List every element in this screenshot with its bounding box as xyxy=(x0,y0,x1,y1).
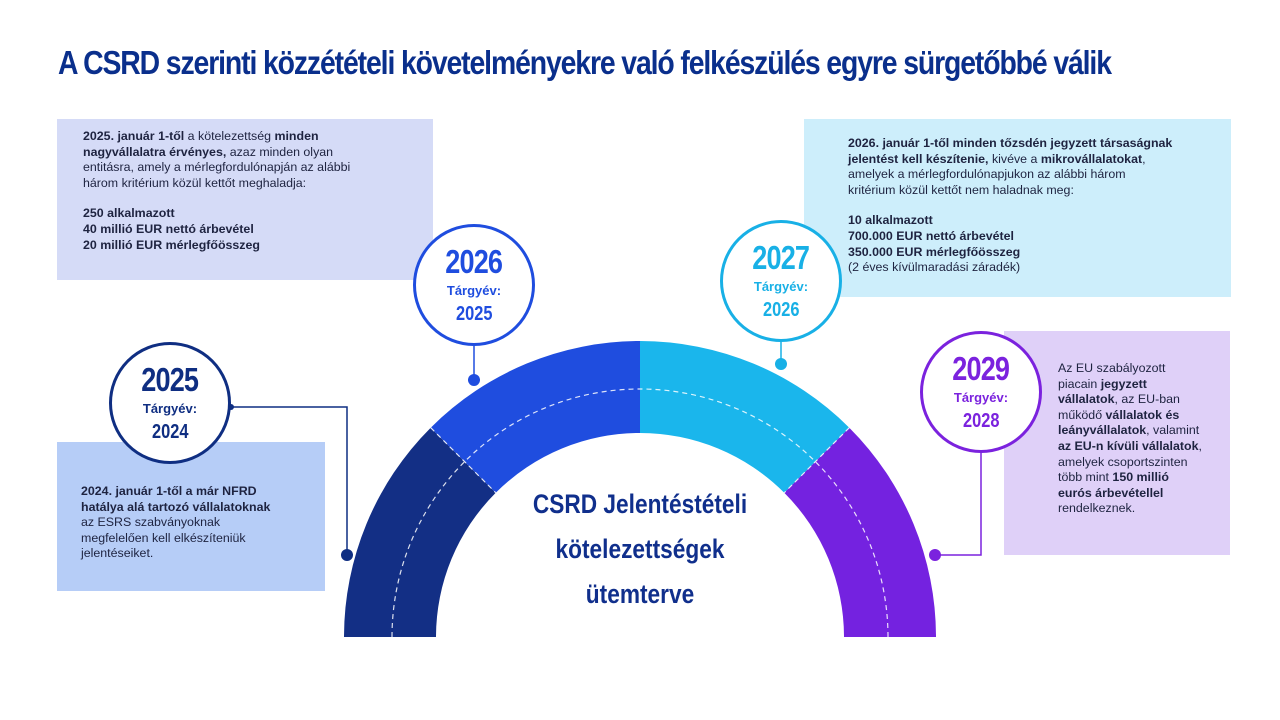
text-bold: eurós árbevétellel xyxy=(1058,485,1164,500)
text: a kötelezettség xyxy=(184,129,275,143)
criterion: 350.000 EUR mérlegfőösszeg xyxy=(848,244,1021,259)
milestone-circle-2027 xyxy=(720,220,842,342)
info-box-2024 xyxy=(57,442,325,591)
arch-title-line: ütemterve xyxy=(585,579,695,609)
text: jelentéseiket. xyxy=(81,546,154,561)
criterion: 250 alkalmazott xyxy=(83,206,175,221)
text-bold: az EU-n kívüli vállalatok xyxy=(1058,438,1199,453)
milestone-label: Tárgyév: xyxy=(142,400,198,416)
text: kivéve a xyxy=(988,151,1041,166)
text: az ESRS szabványoknak xyxy=(81,515,221,530)
text: amelyek a mérlegfordulónapjukon az alábbi három xyxy=(848,167,1126,182)
milestone-circle-2025 xyxy=(109,342,231,464)
text-bold: jelentést kell készítenie, xyxy=(848,151,989,166)
text-bold: vállalatok xyxy=(1058,392,1115,407)
milestone-label: Tárgyév: xyxy=(446,282,502,298)
criterion: 700.000 EUR nettó árbevétel xyxy=(848,228,1014,243)
info-box-2026 xyxy=(804,119,1231,297)
text-bold: jegyzett xyxy=(1100,376,1147,391)
milestone-label: Tárgyév: xyxy=(953,389,1009,405)
text: piacain xyxy=(1058,376,1101,391)
text: több mint xyxy=(1058,470,1113,485)
text-bold: leányvállalatok xyxy=(1058,423,1147,438)
text-bold: hatálya alá tartozó vállalatoknak xyxy=(81,499,271,514)
text: entitásra, amely a mérlegfordulónapján az alábbi xyxy=(83,160,351,175)
text: , xyxy=(1142,151,1146,166)
text-bold: 150 millió xyxy=(1112,470,1169,485)
arch-center-title xyxy=(470,482,810,617)
text-bold: 2026. január 1-től minden tőzsdén jegyzett társaságnak xyxy=(848,136,1173,150)
milestone-target-year: 2028 xyxy=(962,409,1000,432)
milestone-circle-2029 xyxy=(920,331,1042,453)
text: , xyxy=(1198,438,1202,453)
connector-dot-2025 xyxy=(341,549,353,561)
milestone-target-year: 2025 xyxy=(455,302,493,325)
criterion: 40 millió EUR nettó árbevétel xyxy=(83,221,254,236)
text: , az EU-ban xyxy=(1114,392,1180,407)
criterion: 10 alkalmazott xyxy=(848,213,933,228)
text-bold: minden xyxy=(274,129,319,143)
page-title: A CSRD szerinti közzétételi követelményekre való felkészülés egyre sürgetőbbé válik xyxy=(58,44,1111,81)
milestone-target-year: 2024 xyxy=(151,420,189,443)
text-bold: nagyvállalatra érvényes, xyxy=(83,144,227,159)
text-bold: 2025. január 1-től xyxy=(83,129,185,143)
connector-dot-2026 xyxy=(468,374,480,386)
milestone-year: 2027 xyxy=(752,238,810,276)
milestone-year: 2025 xyxy=(141,360,199,398)
text-bold: mikrovállalatokat xyxy=(1040,151,1143,166)
text: amelyek csoportszinten xyxy=(1058,454,1188,469)
text: Az EU szabályozott xyxy=(1058,361,1166,375)
text: három kritérium közül kettőt meghaladja: xyxy=(83,175,307,190)
info-box-2028 xyxy=(1004,331,1230,555)
text: kritérium közül kettőt nem haladnak meg: xyxy=(848,182,1074,197)
milestone-year: 2026 xyxy=(445,242,503,280)
milestone-target-year: 2026 xyxy=(762,298,800,321)
connector-2029 xyxy=(935,453,981,555)
connector-dot-2029 xyxy=(929,549,941,561)
text: (2 éves kívülmaradási záradék) xyxy=(848,260,1021,275)
milestone-year: 2029 xyxy=(952,349,1010,387)
text: működő xyxy=(1058,407,1106,422)
criterion: 20 millió EUR mérlegfőösszeg xyxy=(83,237,260,252)
text: megfelelően kell elkészíteniük xyxy=(81,530,246,545)
text: azaz minden olyan xyxy=(226,144,334,159)
info-box-2025 xyxy=(57,119,433,280)
milestone-circle-2026 xyxy=(413,224,535,346)
text: rendelkeznek. xyxy=(1058,501,1136,516)
text-bold: vállalatok és xyxy=(1105,407,1180,422)
arch-title-line: kötelezettségek xyxy=(555,534,725,564)
arch-title-line: CSRD Jelentéstételi xyxy=(532,489,748,519)
milestone-label: Tárgyév: xyxy=(753,278,809,294)
connector-dot-2027 xyxy=(775,358,787,370)
text: , valamint xyxy=(1146,423,1200,438)
text-bold: 2024. január 1-től a már NFRD xyxy=(81,484,257,498)
